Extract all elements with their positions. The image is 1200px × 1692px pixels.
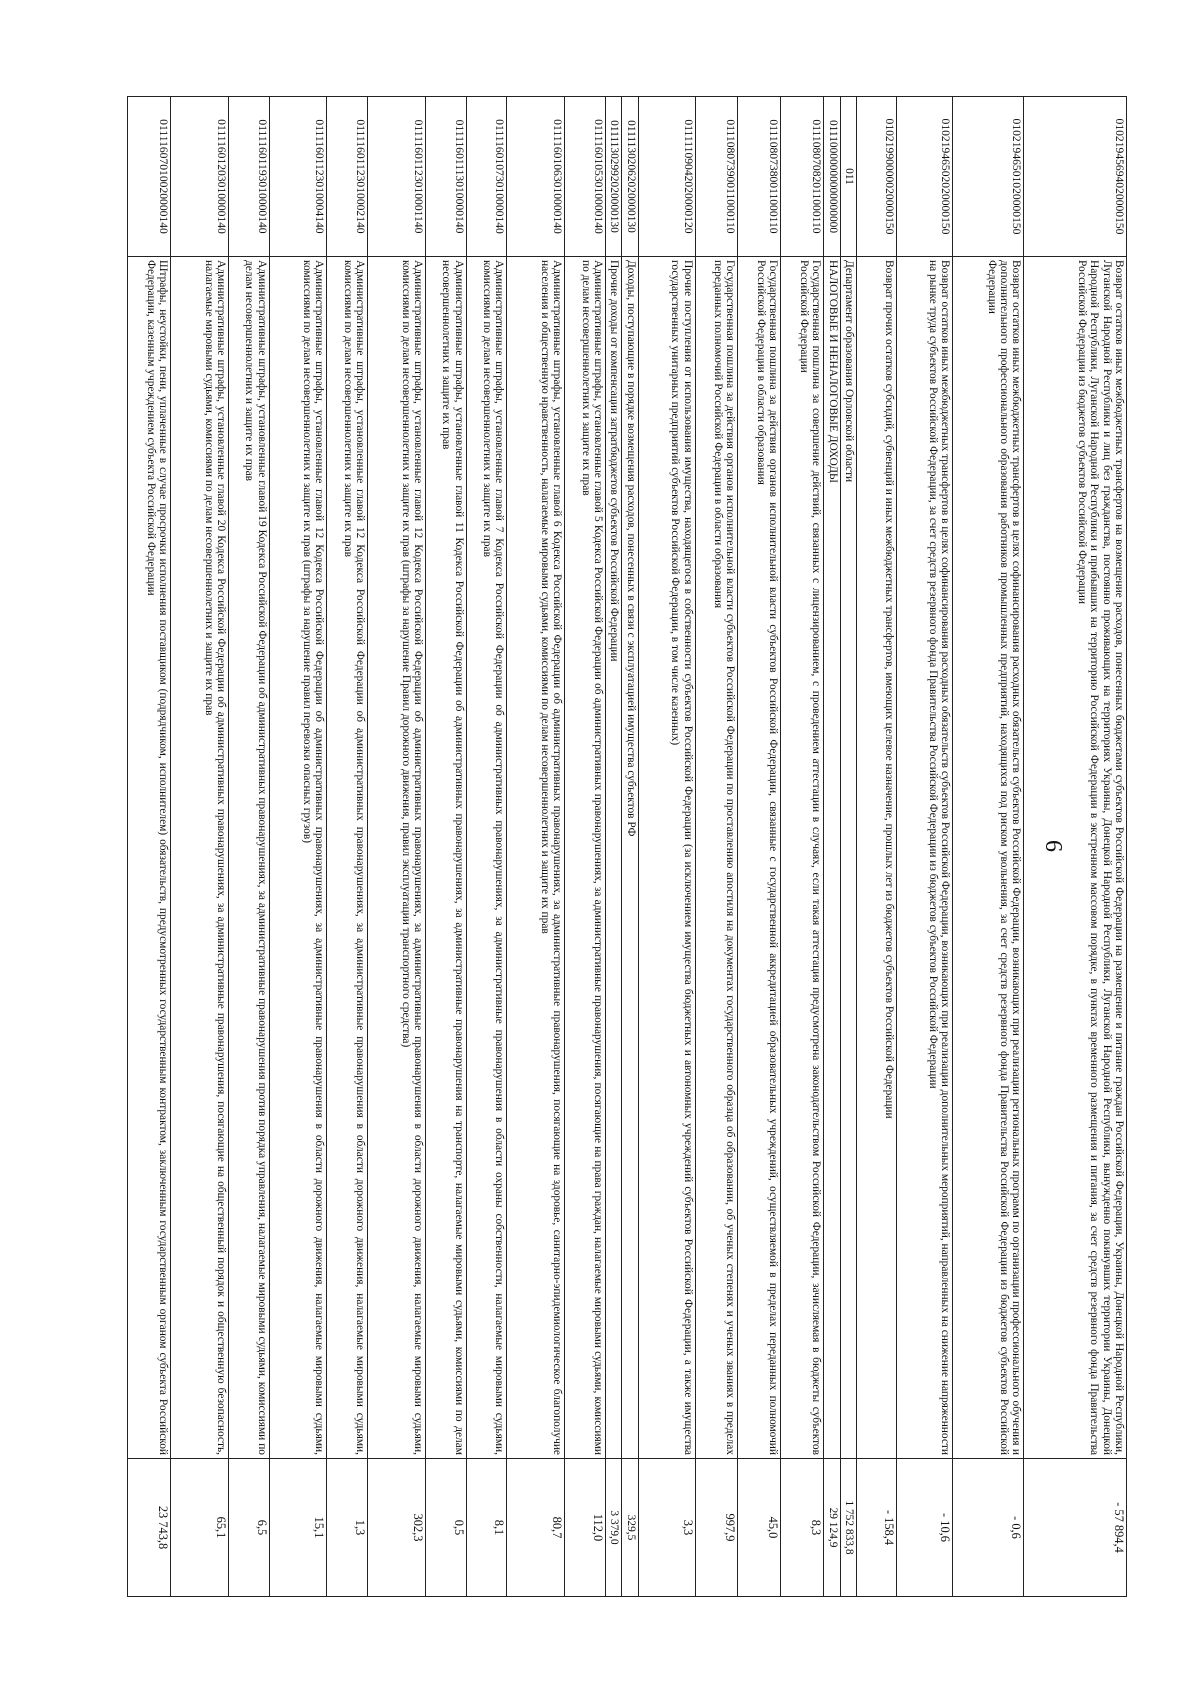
row-code: 01110807380011000110: [738, 97, 781, 257]
row-code: 01111601193010000140: [228, 97, 269, 257]
row-amount: 3 379,0: [606, 1459, 622, 1597]
row-amount: 45,0: [738, 1459, 781, 1597]
row-code: 01111109042020000120: [638, 97, 695, 257]
table-row: [128, 97, 171, 1597]
row-code: 01021945694020000150: [1024, 97, 1127, 257]
row-amount: - 158,4: [857, 1459, 897, 1597]
row-description: Административные штрафы, установленные главой 5 Кодекса Российской Федерации об административных правонарушениях, за административные правонарушения, посягающие на права граждан, налагаемые мировыми судьями, комиссиями по делам несовершеннолетних и защите их прав: [565, 257, 606, 1459]
table-row: [695, 97, 738, 1597]
row-description: Прочие доходы от компенсации затратбюджетов субъектов Российской Федерации: [606, 257, 622, 1459]
table-row: [565, 97, 606, 1597]
row-description: НАЛОГОВЫЕ И НЕНАЛОГОВЫЕ ДОХОДЫ: [824, 257, 840, 1459]
table-row: [327, 97, 368, 1597]
table-row: [840, 97, 856, 1597]
table-row: [1024, 97, 1127, 1597]
revenue-table: [127, 96, 1127, 1597]
row-code: 01111601063010000140: [507, 97, 565, 257]
row-amount: 0,5: [426, 1459, 467, 1597]
row-description: Штрафы, неустойки, пени, уплаченные в случае просрочки исполнения поставщиком (подрядчиком, исполнителем) обязательств, предусмотренных государственным контрактом, заключенным государственным органом субъекта Российской Федерации, казенным учреждением субъекта Российской Федерации: [128, 257, 171, 1459]
row-amount: - 57 894,4: [1024, 1459, 1127, 1597]
table-row: [368, 97, 426, 1597]
row-code: 01111302062020000130: [622, 97, 638, 257]
row-amount: 1,3: [327, 1459, 368, 1597]
row-description: Государственная пошлина за действия органов исполнительной власти субъектов Российской Федерации по проставлению апостиля на документах государственного образца об образовании, об ученых степенях и ученых званиях в пределах переданных полномочий Российской Федерации в области образования: [695, 257, 738, 1459]
row-description: Возврат остатков иных межбюджетных трансфертов в целях софинансирования расходных обязательств субъектов Российской Федерации, возникающих при реализации региональных программ по организации профессионального обучения и дополнительного профессионального образования работников промышленных предприятий, находящихся под риском увольнения, за счет средств резервного фонда Правительства Российской Федерации из бюджетов субъектов Российской Федерации: [953, 257, 1024, 1459]
row-amount: 112,0: [565, 1459, 606, 1597]
row-code: 01021946502020000150: [896, 97, 953, 257]
table-row: [857, 97, 897, 1597]
table-row: [170, 97, 228, 1597]
row-code: 01110807390011000110: [695, 97, 738, 257]
row-amount: 8,1: [466, 1459, 507, 1597]
row-code: 01021946501020000150: [953, 97, 1024, 257]
row-amount: 23 743,8: [128, 1459, 171, 1597]
row-code: 01111601113010000140: [426, 97, 467, 257]
table-row: [426, 97, 467, 1597]
row-code: 01111601123010002140: [327, 97, 368, 257]
table-row: [228, 97, 269, 1597]
page-number: 6: [1040, 840, 1066, 852]
row-description: Административные штрафы, установленные главой 12 Кодекса Российской Федерации об административных правонарушениях, за административные правонарушения в области дорожного движения, налагаемые мировыми судьями, комиссиями по делам несовершеннолетних и защите их прав: [327, 257, 368, 1459]
table-row: [781, 97, 824, 1597]
row-amount: 15,1: [269, 1459, 327, 1597]
row-description: Государственная пошлина за действия органов исполнительной власти субъектов Российской Федерации, связанные с государственной аккредитацией образовательных учреждений, осуществляемой в пределах переданных полномочий Российской Федерации в области образования: [738, 257, 781, 1459]
row-code: 01111601123010004140: [269, 97, 327, 257]
table-row: [896, 97, 953, 1597]
row-description: Возврат остатков иных межбюджетных трансфертов в целях софинансирования расходных обязательств субъектов Российской Федерации, возникающих при реализации дополнительных мероприятий, направленных на снижение напряженности на рынке труда субъектов Российской Федерации, за счет средств резервного фонда Правительства Российской Федерации из бюджетов субъектов Российской Федерации: [896, 257, 953, 1459]
rotated-table-wrapper: [127, 96, 1127, 1596]
row-code: 01021990000020000150: [857, 97, 897, 257]
row-description: Прочие поступления от использования имущества, находящегося в собственности субъектов Российской Федерации (за исключением имущества бюджетных и автономных учреждений субъектов Российской Федерации, а также имущества государственных унитарных предприятий субъектов Российской Федерации, в том числе казенных): [638, 257, 695, 1459]
row-code: 01110807082011000110: [781, 97, 824, 257]
row-description: Возврат остатков иных межбюджетных трансфертов на возмещение расходов, понесенных бюджетами субъектов Российской Федерации на размещение и питание граждан Российской Федерации, Украины, Донецкой Народной Республики, Луганской Народной Республики и лиц без гражданства, постоянно проживающих на территориях Украины, Донецкой Народной Республики, Луганской Народной Республики, вынужденно покинувших территории Украины, Донецкой Народной Республики, Луганской Народной Республики и прибывших на территорию Российской Федерации в экстренном массовом порядке, в пунктах временного размещения и питания, за счет средств резервного фонда Правительства Российской Федерации из бюджетов субъектов Российской Федерации: [1024, 257, 1127, 1459]
row-code: 01111601123010001140: [368, 97, 426, 257]
row-description: Департамент образования Орловской области: [840, 257, 856, 1459]
row-description: Доходы, поступающие в порядке возмещения расходов, понесенных в связи с эксплуатацией имущества субъектов РФ: [622, 257, 638, 1459]
row-amount: 65,1: [170, 1459, 228, 1597]
table-row: [738, 97, 781, 1597]
row-description: Государственная пошлина за совершение действий, связанных с лицензированием, с проведением аттестации в случаях, если такая аттестация предусмотрена законодательством Российской Федерации, зачисляемая в бюджеты субъектов Российской Федерации: [781, 257, 824, 1459]
row-code: 01111607010020000140: [128, 97, 171, 257]
table-row: [507, 97, 565, 1597]
row-amount: 8,3: [781, 1459, 824, 1597]
row-code: 011: [840, 97, 856, 257]
row-amount: 302,3: [368, 1459, 426, 1597]
row-description: Административные штрафы, установленные главой 12 Кодекса Российской Федерации об административных правонарушениях, за административные правонарушения в области дорожного движения, налагаемые мировыми судьями, комиссиями по делам несовершеннолетних и защите их прав (штрафы за нарушение Правил дорожного движения, правил эксплуатации транспортного средства): [368, 257, 426, 1459]
table-row: [638, 97, 695, 1597]
row-amount: - 10,6: [896, 1459, 953, 1597]
row-description: Административные штрафы, установленные главой 19 Кодекса Российской Федерации об административных правонарушениях, за административные правонарушения против порядка управления, налагаемые мировыми судьями, комиссиями по делам несовершеннолетних и защите их прав: [228, 257, 269, 1459]
row-description: Административные штрафы, установленные главой 11 Кодекса Российской Федерации об административных правонарушениях, за административные правонарушения на транспорте, налагаемые мировыми судьями, комиссиями по делам несовершеннолетних и защите их прав: [426, 257, 467, 1459]
row-amount: 6,5: [228, 1459, 269, 1597]
row-code: 01111601203010000140: [170, 97, 228, 257]
row-description: Административные штрафы, установленные главой 6 Кодекса Российской Федерации об административных правонарушениях, за административные правонарушения, посягающие на здоровье, санитарно-эпидемиологическое благополучие населения и общественную нравственность, налагаемые мировыми судьями, комиссиями по делам несовершеннолетних и защите их прав: [507, 257, 565, 1459]
row-amount: - 0,6: [953, 1459, 1024, 1597]
row-code: 01111601073010000140: [466, 97, 507, 257]
row-amount: 80,7: [507, 1459, 565, 1597]
row-description: Административные штрафы, установленные главой 12 Кодекса Российской Федерации об административных правонарушениях, за административные правонарушения в области дорожного движения, налагаемые мировыми судьями, комиссиями по делам несовершеннолетних и защите их прав (штрафы за нарушение правил перевозки опасных грузов): [269, 257, 327, 1459]
row-amount: 1 752 833,8: [840, 1459, 856, 1597]
table-row: [824, 97, 840, 1597]
row-amount: 3,3: [638, 1459, 695, 1597]
row-amount: 997,9: [695, 1459, 738, 1597]
row-code: 01110000000000000000: [824, 97, 840, 257]
row-description: Административные штрафы, установленные главой 7 Кодекса Российской Федерации об административных правонарушениях, за административные правонарушения в области охраны собственности, налагаемые мировыми судьями, комиссиями по делам несовершеннолетних и защите их прав: [466, 257, 507, 1459]
table-row: [953, 97, 1024, 1597]
row-code: 01111601053010000140: [565, 97, 606, 257]
table-row: [606, 97, 622, 1597]
table-row: [466, 97, 507, 1597]
row-amount: 29 124,9: [824, 1459, 840, 1597]
row-description: Административные штрафы, установленные главой 20 Кодекса Российской Федерации об административных правонарушениях, за административные правонарушения, посягающие на общественный порядок и общественную безопасность, налагаемые мировыми судьями, комиссиями по делам несовершеннолетних и защите их прав: [170, 257, 228, 1459]
table-row: [622, 97, 638, 1597]
row-amount: 329,5: [622, 1459, 638, 1597]
row-description: Возврат прочих остатков субсидий, субвенций и иных межбюджетных трансфертов, имеющих целевое назначение, прошлых лет из бюджетов субъектов Российской Федерации: [857, 257, 897, 1459]
row-code: 01111302992020000130: [606, 97, 622, 257]
table-row: [269, 97, 327, 1597]
